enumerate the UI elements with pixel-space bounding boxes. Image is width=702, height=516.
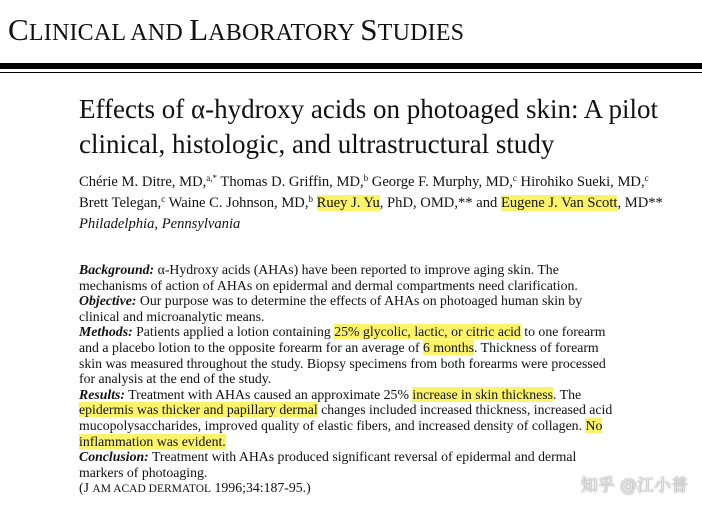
abstract: [79, 262, 619, 498]
abstract-section-label: Objective:: [79, 293, 137, 309]
abstract-text: α-Hydroxy acids (AHAs) have been reported to improve aging skin. The mechanisms of action of AHAs on epidermal and dermal compartments need clarification.: [79, 262, 578, 293]
header-rule-thin: [0, 72, 702, 73]
abstract-text: . Thickness of forearm skin was measured throughout the study. Biopsy specimens from both forearms were processed for analysis at the end of the study.: [79, 339, 606, 387]
author-text: Hirohiko Sueki, MD,: [516, 174, 645, 190]
abstract-paragraph: [79, 449, 619, 480]
author-text: Chérie M. Ditre, MD,: [79, 174, 207, 190]
citation-journal: AM ACAD DERMATOL: [92, 483, 212, 496]
section-heading: [8, 12, 464, 48]
highlighted-text: 25% glycolic, lactic, or citric acid: [334, 324, 521, 340]
author-list: [79, 172, 679, 235]
author-text: Thomas D. Griffin, MD,: [217, 174, 364, 190]
author-text: Waine C. Johnson, MD,: [165, 195, 309, 211]
abstract-text: . The: [553, 386, 582, 402]
affiliation-mark: b: [308, 194, 313, 204]
affiliation-mark: c: [161, 194, 166, 204]
abstract-section-label: Results:: [79, 386, 125, 402]
affiliation-mark: c: [512, 173, 517, 183]
abstract-text: Treatment with AHAs caused an approximate 25%: [125, 386, 413, 402]
abstract-text: Our purpose was to determine the effects of AHAs on photoaged human skin by clinical and microanalytic means.: [79, 293, 583, 324]
abstract-text: Treatment with AHAs produced significant reversal of epidermal and dermal markers of photoaging.: [79, 449, 577, 480]
affiliation-mark: b: [363, 173, 369, 183]
abstract-body: [79, 262, 619, 480]
section-heading-part: S: [360, 12, 378, 47]
highlighted-text: increase in skin thickness: [412, 386, 554, 402]
abstract-paragraph: [79, 387, 619, 449]
affiliation-mark: c: [644, 173, 649, 183]
abstract-section-label: Conclusion:: [79, 449, 149, 465]
header-rule-thick: [0, 63, 702, 69]
citation: [79, 480, 619, 498]
section-heading-part: LINICAL AND: [28, 20, 190, 46]
abstract-paragraph: [79, 324, 619, 386]
highlighted-text: No inflammation was evident.: [79, 417, 603, 449]
author-text: George F. Murphy, MD,: [368, 174, 513, 190]
abstract-paragraph: [79, 262, 619, 293]
abstract-section-label: Background:: [79, 262, 155, 277]
author-text: , PhD, OMD,** and: [379, 195, 501, 211]
highlighted-text: epidermis was thicker and papillary dermal: [79, 402, 318, 418]
citation-close: 1996;34:187-95.): [211, 480, 311, 496]
article-title: Effects of α-hydroxy acids on photoaged skin: A pilot clinical, histologic, and ultrastructural study: [79, 94, 659, 159]
author-text: Brett Telegan,: [79, 195, 162, 211]
highlighted-author: Eugene J. Van Scott: [500, 195, 618, 211]
abstract-section-label: Methods:: [79, 324, 133, 340]
author-text: , MD**: [617, 195, 663, 211]
abstract-paragraph: [79, 293, 619, 324]
citation-open: (J: [79, 480, 93, 496]
highlighted-text: 6 months: [423, 339, 475, 355]
section-heading-part: L: [189, 12, 209, 47]
abstract-text: to one forearm and a placebo lotion to the opposite forearm for an average of: [79, 324, 606, 355]
abstract-text: Patients applied a lotion containing: [132, 324, 335, 340]
section-heading-part: C: [8, 12, 29, 47]
author-location: Philadelphia, Pennsylvania: [79, 216, 241, 232]
section-heading-part: ABORATORY: [208, 20, 361, 46]
highlighted-author: Ruey J. Yu: [316, 195, 380, 211]
section-heading-part: TUDIES: [377, 20, 465, 46]
abstract-text: changes included increased thickness, increased acid mucopolysaccharides, improved quality of elastic fibers, and increased density of collagen.: [79, 402, 613, 433]
affiliation-mark: a,*: [206, 173, 218, 183]
watermark: 知乎 @江小普: [580, 476, 688, 496]
